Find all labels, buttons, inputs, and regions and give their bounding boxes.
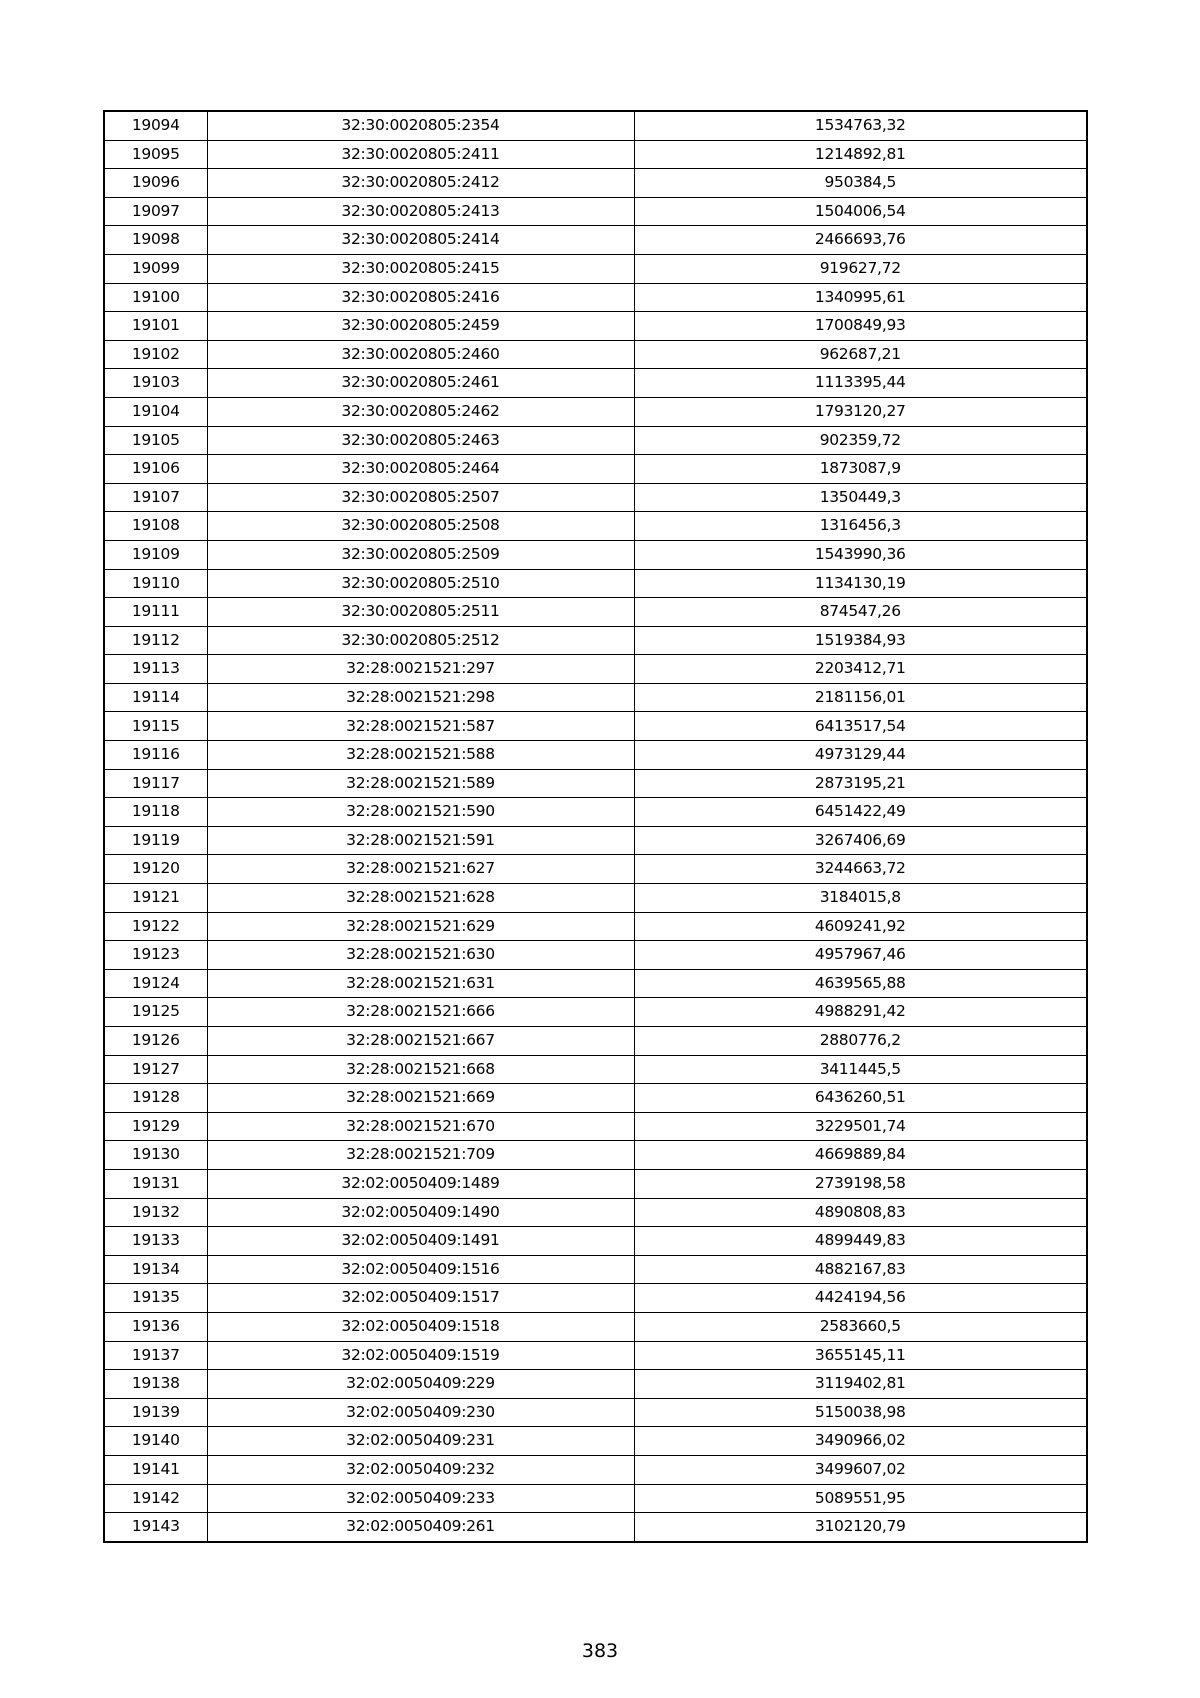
table-row (104, 1027, 1087, 1056)
cadastral-number-cell: 32:30:0020805:2413 (207, 197, 634, 226)
row-number-cell: 19130 (104, 1141, 207, 1170)
cadastral-value-cell: 3267406,69 (634, 826, 1087, 855)
cadastral-number-cell: 32:28:0021521:709 (207, 1141, 634, 1170)
row-number-cell: 19131 (104, 1169, 207, 1198)
row-number-cell: 19123 (104, 941, 207, 970)
cadastral-number-cell: 32:28:0021521:629 (207, 912, 634, 941)
cadastral-value-cell: 902359,72 (634, 426, 1087, 455)
cadastral-value-cell: 2739198,58 (634, 1169, 1087, 1198)
table-row (104, 741, 1087, 770)
cadastral-value-cell: 3244663,72 (634, 855, 1087, 884)
cadastral-number-cell: 32:28:0021521:669 (207, 1084, 634, 1113)
cadastral-number-cell: 32:28:0021521:298 (207, 683, 634, 712)
row-number-cell: 19122 (104, 912, 207, 941)
row-number-cell: 19140 (104, 1427, 207, 1456)
cadastral-value-cell: 3499607,02 (634, 1455, 1087, 1484)
table-row (104, 1141, 1087, 1170)
cadastral-number-cell: 32:30:0020805:2416 (207, 283, 634, 312)
table-row (104, 1198, 1087, 1227)
row-number-cell: 19102 (104, 340, 207, 369)
row-number-cell: 19100 (104, 283, 207, 312)
table-row (104, 1084, 1087, 1113)
cadastral-value-cell: 1316456,3 (634, 512, 1087, 541)
cadastral-number-cell: 32:30:0020805:2415 (207, 254, 634, 283)
cadastral-number-cell: 32:30:0020805:2459 (207, 312, 634, 341)
cadastral-value-cell: 1214892,81 (634, 140, 1087, 169)
table-row (104, 197, 1087, 226)
cadastral-number-cell: 32:30:0020805:2411 (207, 140, 634, 169)
cadastral-value-cell: 2203412,71 (634, 655, 1087, 684)
cadastral-value-cell: 3184015,8 (634, 884, 1087, 913)
row-number-cell: 19114 (104, 683, 207, 712)
cadastral-number-cell: 32:28:0021521:627 (207, 855, 634, 884)
cadastral-number-cell: 32:30:0020805:2414 (207, 226, 634, 255)
row-number-cell: 19113 (104, 655, 207, 684)
cadastral-value-cell: 4669889,84 (634, 1141, 1087, 1170)
table-row (104, 826, 1087, 855)
row-number-cell: 19107 (104, 483, 207, 512)
cadastral-number-cell: 32:02:0050409:261 (207, 1513, 634, 1542)
table-row (104, 1227, 1087, 1256)
table-row (104, 1398, 1087, 1427)
row-number-cell: 19111 (104, 598, 207, 627)
cadastral-number-cell: 32:28:0021521:297 (207, 655, 634, 684)
cadastral-value-cell: 1340995,61 (634, 283, 1087, 312)
row-number-cell: 19094 (104, 111, 207, 140)
cadastral-value-cell: 3119402,81 (634, 1370, 1087, 1399)
row-number-cell: 19097 (104, 197, 207, 226)
cadastral-number-cell: 32:30:0020805:2509 (207, 540, 634, 569)
cadastral-value-cell: 1113395,44 (634, 369, 1087, 398)
cadastral-number-cell: 32:02:0050409:1490 (207, 1198, 634, 1227)
table-body (104, 111, 1087, 1542)
row-number-cell: 19121 (104, 884, 207, 913)
table-row (104, 912, 1087, 941)
table-row (104, 455, 1087, 484)
row-number-cell: 19124 (104, 969, 207, 998)
cadastral-value-cell: 1534763,32 (634, 111, 1087, 140)
row-number-cell: 19115 (104, 712, 207, 741)
cadastral-value-cell: 2583660,5 (634, 1312, 1087, 1341)
cadastral-number-cell: 32:30:0020805:2507 (207, 483, 634, 512)
table-row (104, 941, 1087, 970)
cadastral-number-cell: 32:02:0050409:1517 (207, 1284, 634, 1313)
table-row (104, 1455, 1087, 1484)
table-row (104, 397, 1087, 426)
cadastral-value-cell: 4882167,83 (634, 1255, 1087, 1284)
cadastral-number-cell: 32:30:0020805:2512 (207, 626, 634, 655)
cadastral-number-cell: 32:28:0021521:667 (207, 1027, 634, 1056)
table-row (104, 626, 1087, 655)
cadastral-value-cell: 6413517,54 (634, 712, 1087, 741)
cadastral-number-cell: 32:30:0020805:2412 (207, 169, 634, 198)
cadastral-number-cell: 32:30:0020805:2462 (207, 397, 634, 426)
table-row (104, 655, 1087, 684)
table-row (104, 1484, 1087, 1513)
cadastral-number-cell: 32:28:0021521:590 (207, 798, 634, 827)
cadastral-value-cell: 1700849,93 (634, 312, 1087, 341)
cadastral-value-cell: 874547,26 (634, 598, 1087, 627)
cadastral-value-cell: 4639565,88 (634, 969, 1087, 998)
row-number-cell: 19119 (104, 826, 207, 855)
cadastral-number-cell: 32:02:0050409:1489 (207, 1169, 634, 1198)
row-number-cell: 19098 (104, 226, 207, 255)
table-row (104, 769, 1087, 798)
table-row (104, 540, 1087, 569)
cadastral-value-cell: 4973129,44 (634, 741, 1087, 770)
cadastral-number-cell: 32:02:0050409:233 (207, 1484, 634, 1513)
table-row (104, 512, 1087, 541)
cadastral-number-cell: 32:02:0050409:229 (207, 1370, 634, 1399)
cadastral-number-cell: 32:28:0021521:630 (207, 941, 634, 970)
cadastral-value-cell: 1793120,27 (634, 397, 1087, 426)
table-row (104, 998, 1087, 1027)
row-number-cell: 19110 (104, 569, 207, 598)
row-number-cell: 19108 (104, 512, 207, 541)
cadastral-number-cell: 32:28:0021521:588 (207, 741, 634, 770)
cadastral-value-cell: 4609241,92 (634, 912, 1087, 941)
table-row (104, 969, 1087, 998)
cadastral-value-cell: 3229501,74 (634, 1112, 1087, 1141)
table-row (104, 1284, 1087, 1313)
cadastral-number-cell: 32:30:0020805:2508 (207, 512, 634, 541)
cadastral-number-cell: 32:02:0050409:1516 (207, 1255, 634, 1284)
row-number-cell: 19139 (104, 1398, 207, 1427)
cadastral-value-cell: 3490966,02 (634, 1427, 1087, 1456)
cadastral-number-cell: 32:30:0020805:2461 (207, 369, 634, 398)
cadastral-number-cell: 32:28:0021521:631 (207, 969, 634, 998)
cadastral-value-cell: 4424194,56 (634, 1284, 1087, 1313)
cadastral-value-cell: 2466693,76 (634, 226, 1087, 255)
table-row (104, 1169, 1087, 1198)
cadastral-value-cell: 1873087,9 (634, 455, 1087, 484)
cadastral-number-cell: 32:28:0021521:668 (207, 1055, 634, 1084)
cadastral-value-cell: 2880776,2 (634, 1027, 1087, 1056)
cadastral-value-cell: 4988291,42 (634, 998, 1087, 1027)
cadastral-number-cell: 32:02:0050409:1519 (207, 1341, 634, 1370)
cadastral-value-cell: 1519384,93 (634, 626, 1087, 655)
cadastral-value-cell: 1504006,54 (634, 197, 1087, 226)
row-number-cell: 19126 (104, 1027, 207, 1056)
cadastral-value-cell: 6436260,51 (634, 1084, 1087, 1113)
row-number-cell: 19096 (104, 169, 207, 198)
page-number: 383 (581, 1640, 619, 1662)
cadastral-number-cell: 32:02:0050409:230 (207, 1398, 634, 1427)
cadastral-number-cell: 32:02:0050409:231 (207, 1427, 634, 1456)
cadastral-value-cell: 6451422,49 (634, 798, 1087, 827)
row-number-cell: 19099 (104, 254, 207, 283)
row-number-cell: 19101 (104, 312, 207, 341)
cadastral-number-cell: 32:28:0021521:628 (207, 884, 634, 913)
cadastral-value-cell: 2873195,21 (634, 769, 1087, 798)
cadastral-number-cell: 32:28:0021521:589 (207, 769, 634, 798)
row-number-cell: 19112 (104, 626, 207, 655)
row-number-cell: 19095 (104, 140, 207, 169)
cadastral-value-cell: 1350449,3 (634, 483, 1087, 512)
cadastral-number-cell: 32:02:0050409:232 (207, 1455, 634, 1484)
row-number-cell: 19132 (104, 1198, 207, 1227)
row-number-cell: 19133 (104, 1227, 207, 1256)
cadastral-value-cell: 2181156,01 (634, 683, 1087, 712)
cadastral-number-cell: 32:30:0020805:2460 (207, 340, 634, 369)
cadastral-value-cell: 5150038,98 (634, 1398, 1087, 1427)
table-row (104, 226, 1087, 255)
row-number-cell: 19116 (104, 741, 207, 770)
table-row (104, 169, 1087, 198)
cadastral-value-cell: 5089551,95 (634, 1484, 1087, 1513)
cadastral-number-cell: 32:30:0020805:2464 (207, 455, 634, 484)
table-row (104, 1513, 1087, 1542)
table-row (104, 884, 1087, 913)
row-number-cell: 19125 (104, 998, 207, 1027)
cadastral-value-table (103, 110, 1088, 1543)
table-row (104, 569, 1087, 598)
cadastral-number-cell: 32:28:0021521:670 (207, 1112, 634, 1141)
row-number-cell: 19129 (104, 1112, 207, 1141)
cadastral-number-cell: 32:30:0020805:2510 (207, 569, 634, 598)
row-number-cell: 19138 (104, 1370, 207, 1399)
cadastral-number-cell: 32:30:0020805:2463 (207, 426, 634, 455)
row-number-cell: 19118 (104, 798, 207, 827)
cadastral-number-cell: 32:30:0020805:2511 (207, 598, 634, 627)
cadastral-value-cell: 919627,72 (634, 254, 1087, 283)
row-number-cell: 19141 (104, 1455, 207, 1484)
table-row (104, 111, 1087, 140)
cadastral-value-cell: 3411445,5 (634, 1055, 1087, 1084)
table-row (104, 312, 1087, 341)
row-number-cell: 19127 (104, 1055, 207, 1084)
row-number-cell: 19136 (104, 1312, 207, 1341)
cadastral-value-cell: 4899449,83 (634, 1227, 1087, 1256)
table-row (104, 712, 1087, 741)
row-number-cell: 19105 (104, 426, 207, 455)
row-number-cell: 19135 (104, 1284, 207, 1313)
table-row (104, 1255, 1087, 1284)
table-row (104, 683, 1087, 712)
table-row (104, 483, 1087, 512)
row-number-cell: 19142 (104, 1484, 207, 1513)
cadastral-value-cell: 962687,21 (634, 340, 1087, 369)
table-row (104, 1312, 1087, 1341)
row-number-cell: 19128 (104, 1084, 207, 1113)
row-number-cell: 19103 (104, 369, 207, 398)
cadastral-value-cell: 1543990,36 (634, 540, 1087, 569)
table-row (104, 283, 1087, 312)
row-number-cell: 19143 (104, 1513, 207, 1542)
table-row (104, 340, 1087, 369)
cadastral-value-cell: 1134130,19 (634, 569, 1087, 598)
cadastral-value-cell: 4890808,83 (634, 1198, 1087, 1227)
table-row (104, 598, 1087, 627)
cadastral-value-cell: 950384,5 (634, 169, 1087, 198)
table-row (104, 1341, 1087, 1370)
row-number-cell: 19104 (104, 397, 207, 426)
table-row (104, 369, 1087, 398)
row-number-cell: 19106 (104, 455, 207, 484)
table-row (104, 254, 1087, 283)
table-row (104, 798, 1087, 827)
cadastral-value-cell: 4957967,46 (634, 941, 1087, 970)
table-row (104, 855, 1087, 884)
table-row (104, 140, 1087, 169)
cadastral-value-cell: 3655145,11 (634, 1341, 1087, 1370)
row-number-cell: 19117 (104, 769, 207, 798)
row-number-cell: 19120 (104, 855, 207, 884)
cadastral-number-cell: 32:28:0021521:587 (207, 712, 634, 741)
cadastral-number-cell: 32:02:0050409:1491 (207, 1227, 634, 1256)
table-row (104, 1055, 1087, 1084)
table-row (104, 426, 1087, 455)
cadastral-number-cell: 32:28:0021521:591 (207, 826, 634, 855)
cadastral-number-cell: 32:30:0020805:2354 (207, 111, 634, 140)
row-number-cell: 19137 (104, 1341, 207, 1370)
row-number-cell: 19109 (104, 540, 207, 569)
table-row (104, 1112, 1087, 1141)
table-row (104, 1427, 1087, 1456)
table-row (104, 1370, 1087, 1399)
cadastral-number-cell: 32:28:0021521:666 (207, 998, 634, 1027)
row-number-cell: 19134 (104, 1255, 207, 1284)
cadastral-value-cell: 3102120,79 (634, 1513, 1087, 1542)
cadastral-number-cell: 32:02:0050409:1518 (207, 1312, 634, 1341)
